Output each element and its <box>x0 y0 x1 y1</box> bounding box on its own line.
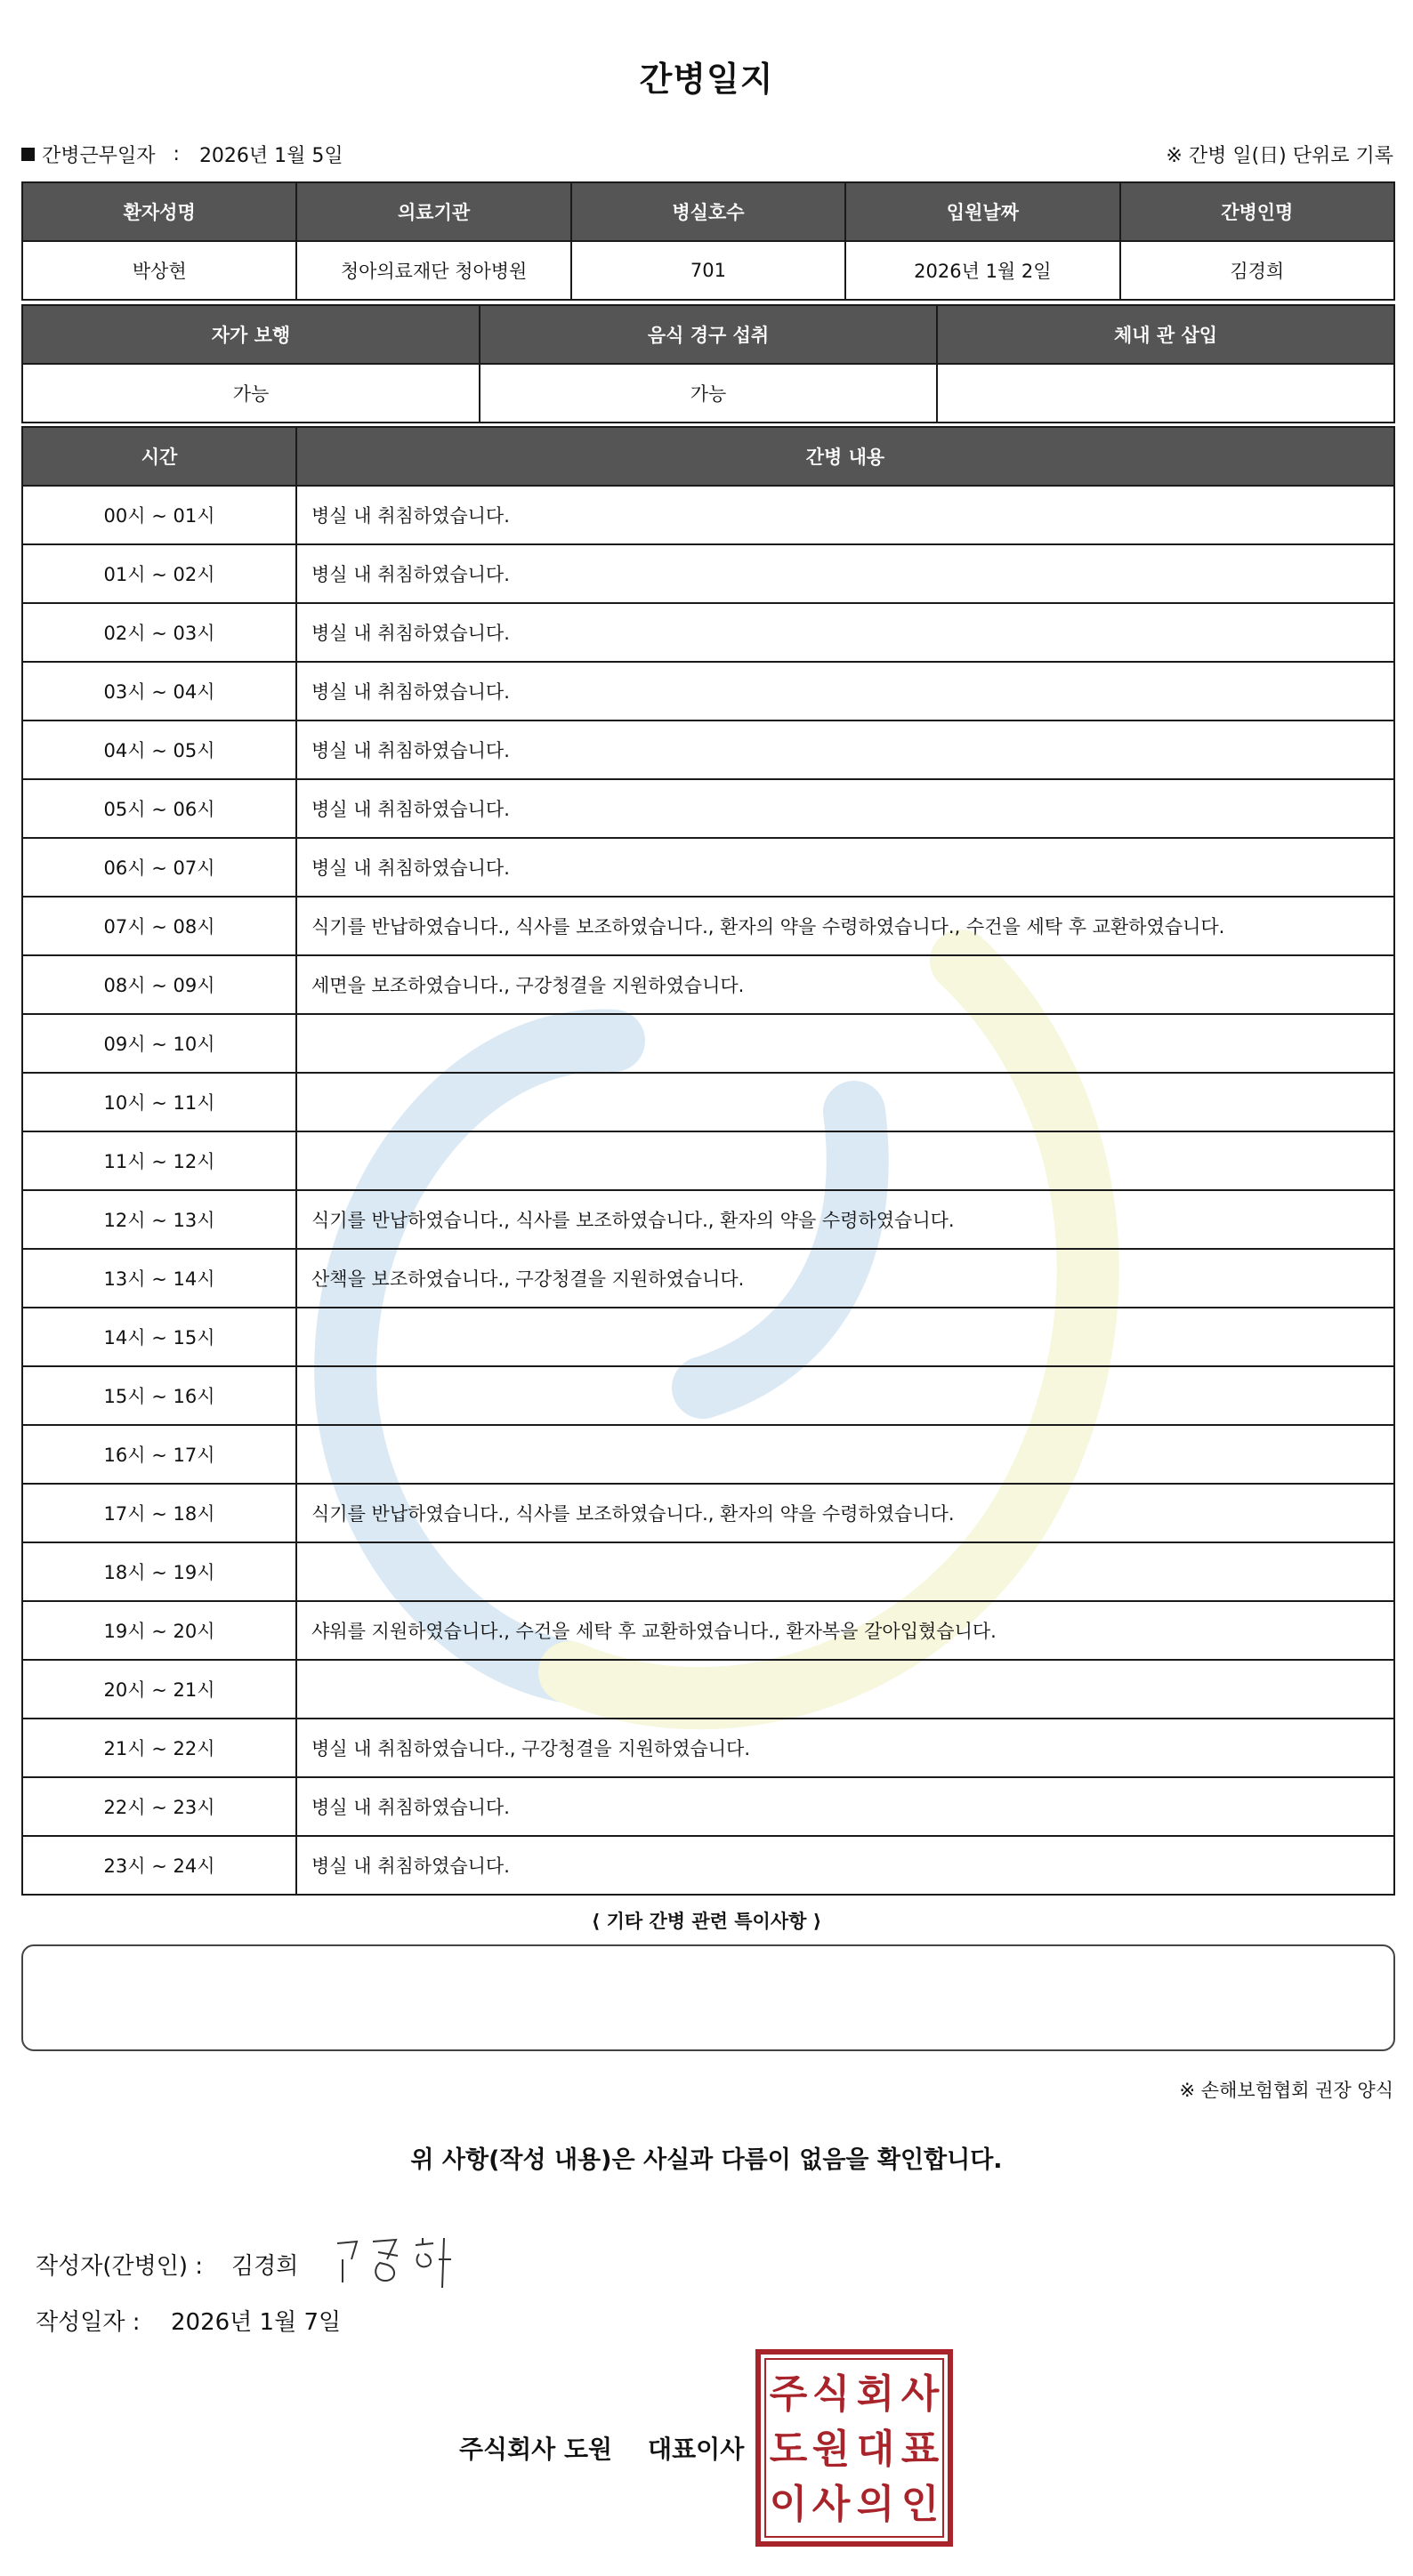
log-row <box>22 1836 1394 1895</box>
svg-text:사: 사 <box>811 2482 851 2527</box>
log-time: 08시 ~ 09시 <box>22 955 296 1014</box>
log-content: 병실 내 취침하였습니다. <box>296 662 1394 720</box>
work-date-row <box>21 141 343 168</box>
log-time: 06시 ~ 07시 <box>22 838 296 897</box>
log-time: 17시 ~ 18시 <box>22 1484 296 1542</box>
log-row <box>22 486 1394 544</box>
log-time: 12시 ~ 13시 <box>22 1190 296 1249</box>
log-content: 병실 내 취침하였습니다. <box>296 486 1394 544</box>
log-content: 병실 내 취침하였습니다. <box>296 779 1394 838</box>
log-time: 20시 ~ 21시 <box>22 1660 296 1719</box>
writer-label: 작성자(간병인) : <box>36 2252 204 2280</box>
svg-text:사: 사 <box>900 2371 940 2417</box>
log-row <box>22 1073 1394 1131</box>
log-time: 03시 ~ 04시 <box>22 662 296 720</box>
log-row <box>22 603 1394 662</box>
walking-status: 가능 <box>22 364 480 423</box>
log-content: 세면을 보조하였습니다., 구강청결을 지원하였습니다. <box>296 955 1394 1014</box>
patient-status-table <box>21 304 1395 423</box>
patient-name: 박상현 <box>22 241 296 300</box>
unit-note: ※ 간병 일(日) 단위로 기록 <box>1166 145 1393 167</box>
log-row <box>22 955 1394 1014</box>
log-row <box>22 544 1394 603</box>
header-caregiver: 간병인명 <box>1120 182 1394 241</box>
log-time: 19시 ~ 20시 <box>22 1601 296 1660</box>
oral-intake-status: 가능 <box>480 364 937 423</box>
log-time: 10시 ~ 11시 <box>22 1073 296 1131</box>
log-content: 병실 내 취침하였습니다. <box>296 720 1394 779</box>
log-time: 04시 ~ 05시 <box>22 720 296 779</box>
log-row <box>22 838 1394 897</box>
header-room: 병실호수 <box>571 182 845 241</box>
bullet-square-icon <box>21 148 35 161</box>
confirm-statement: 위 사항(작성 내용)은 사실과 다름이 없음을 확인합니다. <box>410 2146 1003 2174</box>
form-note: ※ 손해보험협회 권장 양식 <box>1179 2080 1393 2101</box>
log-row <box>22 1542 1394 1601</box>
log-row <box>22 897 1394 955</box>
log-content: 식기를 반납하였습니다., 식사를 보조하였습니다., 환자의 약을 수령하였습니다. <box>296 1484 1394 1542</box>
header-time: 시간 <box>22 427 296 486</box>
svg-text:인: 인 <box>900 2482 940 2527</box>
company-name: 주식회사 도원 <box>459 2435 613 2464</box>
log-content: 산책을 보조하였습니다., 구강청결을 지원하였습니다. <box>296 1249 1394 1308</box>
log-content: 병실 내 취침하였습니다. <box>296 544 1394 603</box>
log-row <box>22 1484 1394 1542</box>
svg-text:주: 주 <box>769 2371 808 2417</box>
svg-text:의: 의 <box>856 2482 895 2527</box>
tube-status <box>937 364 1394 423</box>
work-date-value: 2026년 1월 5일 <box>198 145 343 167</box>
svg-text:이: 이 <box>769 2482 808 2527</box>
log-time: 01시 ~ 02시 <box>22 544 296 603</box>
svg-text:원: 원 <box>811 2427 851 2472</box>
log-content: 병실 내 취침하였습니다. <box>296 603 1394 662</box>
log-content <box>296 1131 1394 1190</box>
ceo-title: 대표이사 <box>648 2435 745 2464</box>
log-time: 00시 ~ 01시 <box>22 486 296 544</box>
log-content <box>296 1014 1394 1073</box>
svg-text:회: 회 <box>856 2371 895 2417</box>
log-row <box>22 779 1394 838</box>
svg-text:식: 식 <box>811 2371 851 2417</box>
writer-name: 김경희 <box>231 2252 299 2280</box>
header-tube: 체내 관 삽입 <box>937 305 1394 364</box>
header-walking: 자가 보행 <box>22 305 480 364</box>
log-content: 병실 내 취침하였습니다. <box>296 1836 1394 1895</box>
svg-text:대: 대 <box>856 2427 895 2472</box>
log-row <box>22 1308 1394 1366</box>
log-time: 21시 ~ 22시 <box>22 1719 296 1777</box>
svg-text:도: 도 <box>769 2427 808 2472</box>
log-time: 09시 ~ 10시 <box>22 1014 296 1073</box>
log-content <box>296 1660 1394 1719</box>
log-row <box>22 1014 1394 1073</box>
header-care-content: 간병 내용 <box>296 427 1394 486</box>
log-content <box>296 1425 1394 1484</box>
patient-info-table <box>21 181 1395 301</box>
log-row <box>22 1719 1394 1777</box>
log-row <box>22 1660 1394 1719</box>
written-date-label: 작성일자 : <box>36 2309 141 2336</box>
work-date-separator: : <box>173 143 180 165</box>
company-signature-line <box>459 2430 744 2466</box>
header-oral-intake: 음식 경구 섭취 <box>480 305 937 364</box>
work-date-label: 간병근무일자 <box>42 145 156 167</box>
log-time: 07시 ~ 08시 <box>22 897 296 955</box>
handwritten-signature <box>334 2233 476 2295</box>
log-content: 병실 내 취침하였습니다., 구강청결을 지원하였습니다. <box>296 1719 1394 1777</box>
log-time: 18시 ~ 19시 <box>22 1542 296 1601</box>
log-content: 식기를 반납하였습니다., 식사를 보조하였습니다., 환자의 약을 수령하였습니다., 수건을 세탁 후 교환하였습니다. <box>296 897 1394 955</box>
log-time: 05시 ~ 06시 <box>22 779 296 838</box>
document-title: 간병일지 <box>639 60 774 99</box>
room-number: 701 <box>571 241 845 300</box>
log-content: 샤워를 지원하였습니다., 수건을 세탁 후 교환하였습니다., 환자복을 갈아입혔습니다. <box>296 1601 1394 1660</box>
log-time: 11시 ~ 12시 <box>22 1131 296 1190</box>
caregiver-name: 김경희 <box>1120 241 1394 300</box>
log-time: 22시 ~ 23시 <box>22 1777 296 1836</box>
log-time: 13시 ~ 14시 <box>22 1249 296 1308</box>
notes-box <box>21 1944 1395 2051</box>
log-row <box>22 1366 1394 1425</box>
header-hospital: 의료기관 <box>296 182 570 241</box>
svg-text:표: 표 <box>900 2427 940 2472</box>
log-row <box>22 1249 1394 1308</box>
log-content: 식기를 반납하였습니다., 식사를 보조하였습니다., 환자의 약을 수령하였습니다. <box>296 1190 1394 1249</box>
header-admission-date: 입원날짜 <box>845 182 1119 241</box>
log-time: 23시 ~ 24시 <box>22 1836 296 1895</box>
log-content: 병실 내 취침하였습니다. <box>296 1777 1394 1836</box>
written-date-value: 2026년 1월 7일 <box>171 2309 342 2336</box>
log-time: 02시 ~ 03시 <box>22 603 296 662</box>
admission-date: 2026년 1월 2일 <box>845 241 1119 300</box>
log-row <box>22 662 1394 720</box>
company-seal <box>755 2348 954 2548</box>
log-row <box>22 1425 1394 1484</box>
hospital-name: 청아의료재단 청아병원 <box>296 241 570 300</box>
log-row <box>22 1601 1394 1660</box>
log-content: 병실 내 취침하였습니다. <box>296 838 1394 897</box>
written-date-row <box>36 2304 341 2337</box>
log-row <box>22 720 1394 779</box>
log-content <box>296 1073 1394 1131</box>
log-content <box>296 1542 1394 1601</box>
log-row <box>22 1777 1394 1836</box>
writer-row <box>36 2233 476 2295</box>
log-row <box>22 1190 1394 1249</box>
log-content <box>296 1366 1394 1425</box>
notes-title: ⟨ 기타 간병 관련 특이사항 ⟩ <box>591 1911 822 1932</box>
log-content <box>296 1308 1394 1366</box>
log-time: 14시 ~ 15시 <box>22 1308 296 1366</box>
log-time: 16시 ~ 17시 <box>22 1425 296 1484</box>
log-row <box>22 1131 1394 1190</box>
log-time: 15시 ~ 16시 <box>22 1366 296 1425</box>
header-patient-name: 환자성명 <box>22 182 296 241</box>
care-log-table <box>21 426 1395 1896</box>
